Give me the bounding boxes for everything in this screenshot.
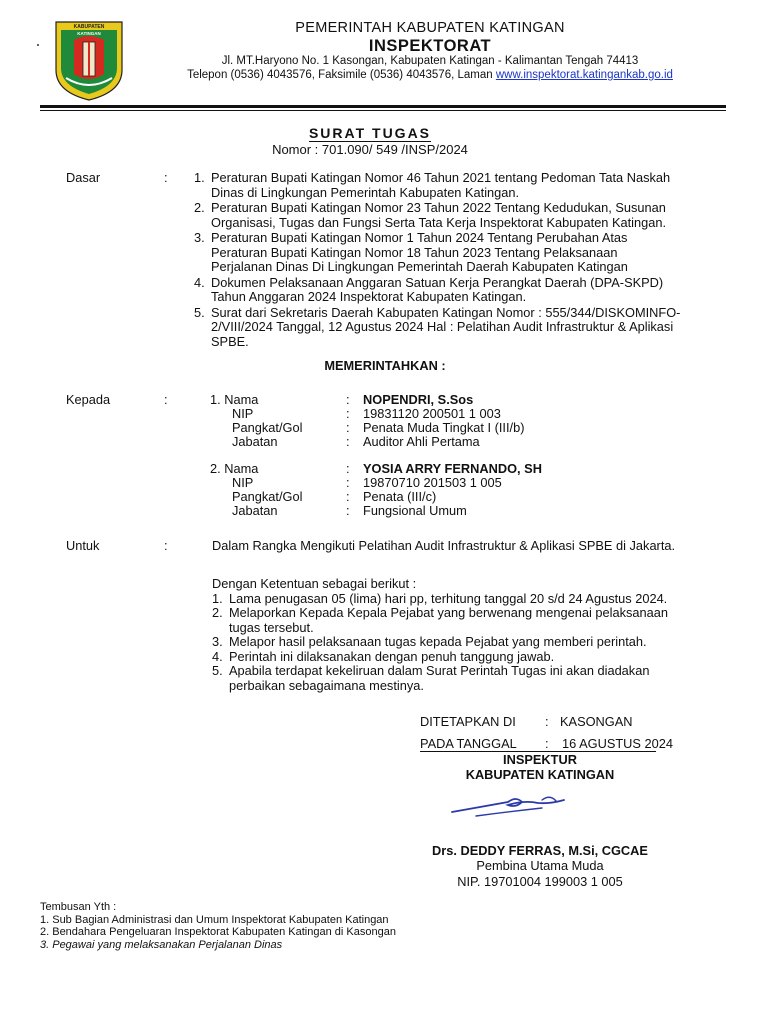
tanggal-date: 16 AGUSTUS 2024 (562, 736, 673, 751)
ditetapkan-place: KASONGAN (560, 714, 633, 729)
tembusan-title: Tembusan Yth : (40, 901, 117, 913)
person1-jabatan: Auditor Ahli Pertama (363, 434, 480, 449)
person2-pangkat-label: Pangkat/Gol (232, 489, 303, 504)
person1-jabatan-label: Jabatan (232, 434, 278, 449)
tembusan-item: 3. Pegawai yang melaksanakan Perjalanan Dinas (40, 938, 283, 951)
person2-nip: 19870710 201503 1 005 (363, 475, 502, 490)
dasar-item: 3. Peraturan Bupati Katingan Nomor 1 Tahun 2024 Tentang Perubahan Atas Peraturan Bupati Katingan Nomor 18 Tahun 2023 Tentang Pelaksanaan Perjalanan Dinas Di Lingkungan Pemerintah Daerah Kabupaten Katingan (194, 230, 628, 274)
signer-office-title: INSPEKTUR (503, 752, 577, 767)
signer-office-region: KABUPATEN KATINGAN (465, 767, 615, 782)
dasar-item: 4. Dokumen Pelaksanaan Anggaran Satuan Kerja Perangkat Daerah (DPA-SKPD) Tahun Anggaran 2024 Inspektorat Kabupaten Katingan. (194, 274, 664, 304)
letterhead-address: Jl. MT.Haryono No. 1 Kasongan, Kabupaten Katingan - Kalimantan Tengah 74413 (221, 55, 639, 67)
svg-text:KATINGAN: KATINGAN (77, 31, 101, 36)
svg-text:KABUPATEN: KABUPATEN (73, 24, 105, 30)
ketentuan-item: 1. Lama penugasan 05 (lima) hari pp, terhitung tanggal 20 s/d 24 Agustus 2024. (212, 590, 668, 606)
memerintahkan-heading: MEMERINTAHKAN : (324, 358, 446, 373)
dasar-label: Dasar (66, 170, 101, 185)
person1-name: NOPENDRI, S.Sos (363, 392, 474, 407)
signer-name: Drs. DEDDY FERRAS, M.Si, CGCAE (432, 843, 648, 858)
letterhead-office: INSPEKTORAT (368, 37, 492, 55)
signer-nip: NIP. 19701004 199003 1 005 (457, 874, 623, 889)
letterhead-rule-thin (40, 110, 726, 111)
person2-pangkat: Penata (III/c) (363, 489, 437, 504)
dasar-item: 2. Peraturan Bupati Katingan Nomor 23 Tahun 2022 Tentang Kedudukan, Susunan Organisasi, Tugas dan Fungsi Serta Tata Kerja Inspektorat Kabupaten Katingan. (194, 200, 667, 230)
kepada-label: Kepada (66, 392, 111, 407)
ketentuan-item: 2. Melaporkan Kepada Kepala Pejabat yang berwenang mengenai pelaksanaan tugas tersebut. (212, 605, 668, 635)
person2-colon: : (346, 489, 350, 504)
person1-nip-label: NIP (232, 406, 254, 421)
ketentuan-item: 5. Apabila terdapat kekeliruan dalam Surat Perintah Tugas ini akan diadakan perbaikan sebagaimana mestinya. (212, 663, 650, 693)
regency-emblem-icon (52, 18, 126, 102)
ditetapkan-label: DITETAPKAN DI (420, 714, 516, 729)
untuk-text: Dalam Rangka Mengikuti Pelatihan Audit Infrastruktur & Aplikasi SPBE di Jakarta. (212, 538, 676, 553)
document-title: SURAT TUGAS (308, 125, 432, 141)
tembusan-block (40, 901, 396, 951)
tembusan-item: 2. Bendahara Pengeluaran Inspektorat Kabupaten Katingan di Kasongan (40, 926, 396, 938)
tanggal-label: PADA TANGGAL (420, 736, 517, 751)
person1-colon: : (346, 406, 350, 421)
person2-nip-label: NIP (232, 475, 254, 490)
untuk-colon: : (164, 538, 168, 553)
person1-colon: : (346, 392, 350, 407)
letterhead-contact (130, 69, 730, 81)
tanggal-colon: : (545, 736, 549, 751)
letterhead-phone: Telepon (0536) 4043576, Faksimile (0536) 4043576, Laman (187, 69, 496, 81)
signer-rank: Pembina Utama Muda (476, 858, 604, 873)
letterhead-government: PEMERINTAH KABUPATEN KATINGAN (295, 20, 565, 36)
dasar-item: 5. Surat dari Sekretaris Daerah Kabupaten Katingan Nomor : 555/344/DISKOMINFO- 2/VIII/2024 Tanggal, 12 Agustus 2024 Hal : Pelatihan Audit Infrastruktur & Aplikasi SPBE. (194, 304, 681, 349)
tembusan-item: 1. Sub Bagian Administrasi dan Umum Inspektorat Kabupaten Katingan (40, 913, 389, 926)
person2-colon: : (346, 503, 350, 518)
person1-colon: : (346, 434, 350, 449)
website-link[interactable]: www.inspektorat.katingankab.go.id (495, 69, 673, 81)
ketentuan-list (212, 592, 728, 694)
ditetapkan-colon: : (545, 714, 549, 729)
dasar-colon: : (164, 170, 168, 185)
person2-jabatan: Fungsional Umum (363, 503, 467, 518)
person1-pangkat-label: Pangkat/Gol (232, 420, 303, 435)
ketentuan-item: 3. Melapor hasil pelaksanaan tugas kepada Pejabat yang memberi perintah. (212, 634, 647, 649)
person1-name-label: 1. Nama (210, 392, 259, 407)
dasar-list (194, 171, 728, 350)
document-number: Nomor : 701.090/ 549 /INSP/2024 (272, 142, 468, 157)
ketentuan-item: 4. Perintah ini dilaksanakan dengan penuh tanggung jawab. (212, 648, 555, 664)
ketentuan-intro: Dengan Ketentuan sebagai berikut : (212, 576, 417, 591)
scan-speck (37, 44, 39, 46)
handwritten-signature (446, 790, 582, 820)
person2-jabatan-label: Jabatan (232, 503, 278, 518)
dasar-item: 1. Peraturan Bupati Katingan Nomor 46 Tahun 2021 tentang Pedoman Tata Naskah Dinas di Lingkungan Pemerintah Kabupaten Katingan. (194, 170, 671, 200)
ketentuan-block (212, 577, 728, 693)
kepada-colon: : (164, 392, 168, 407)
person2-name-label: 2. Nama (210, 461, 259, 476)
person1-pangkat: Penata Muda Tingkat I (III/b) (363, 420, 525, 435)
untuk-label: Untuk (66, 538, 100, 553)
letterhead-rule-thick (40, 105, 726, 108)
person1-colon: : (346, 420, 350, 435)
person2-colon: : (346, 461, 350, 476)
person2-colon: : (346, 475, 350, 490)
person1-nip: 19831120 200501 1 003 (363, 406, 501, 421)
person2-name: YOSIA ARRY FERNANDO, SH (363, 461, 542, 476)
